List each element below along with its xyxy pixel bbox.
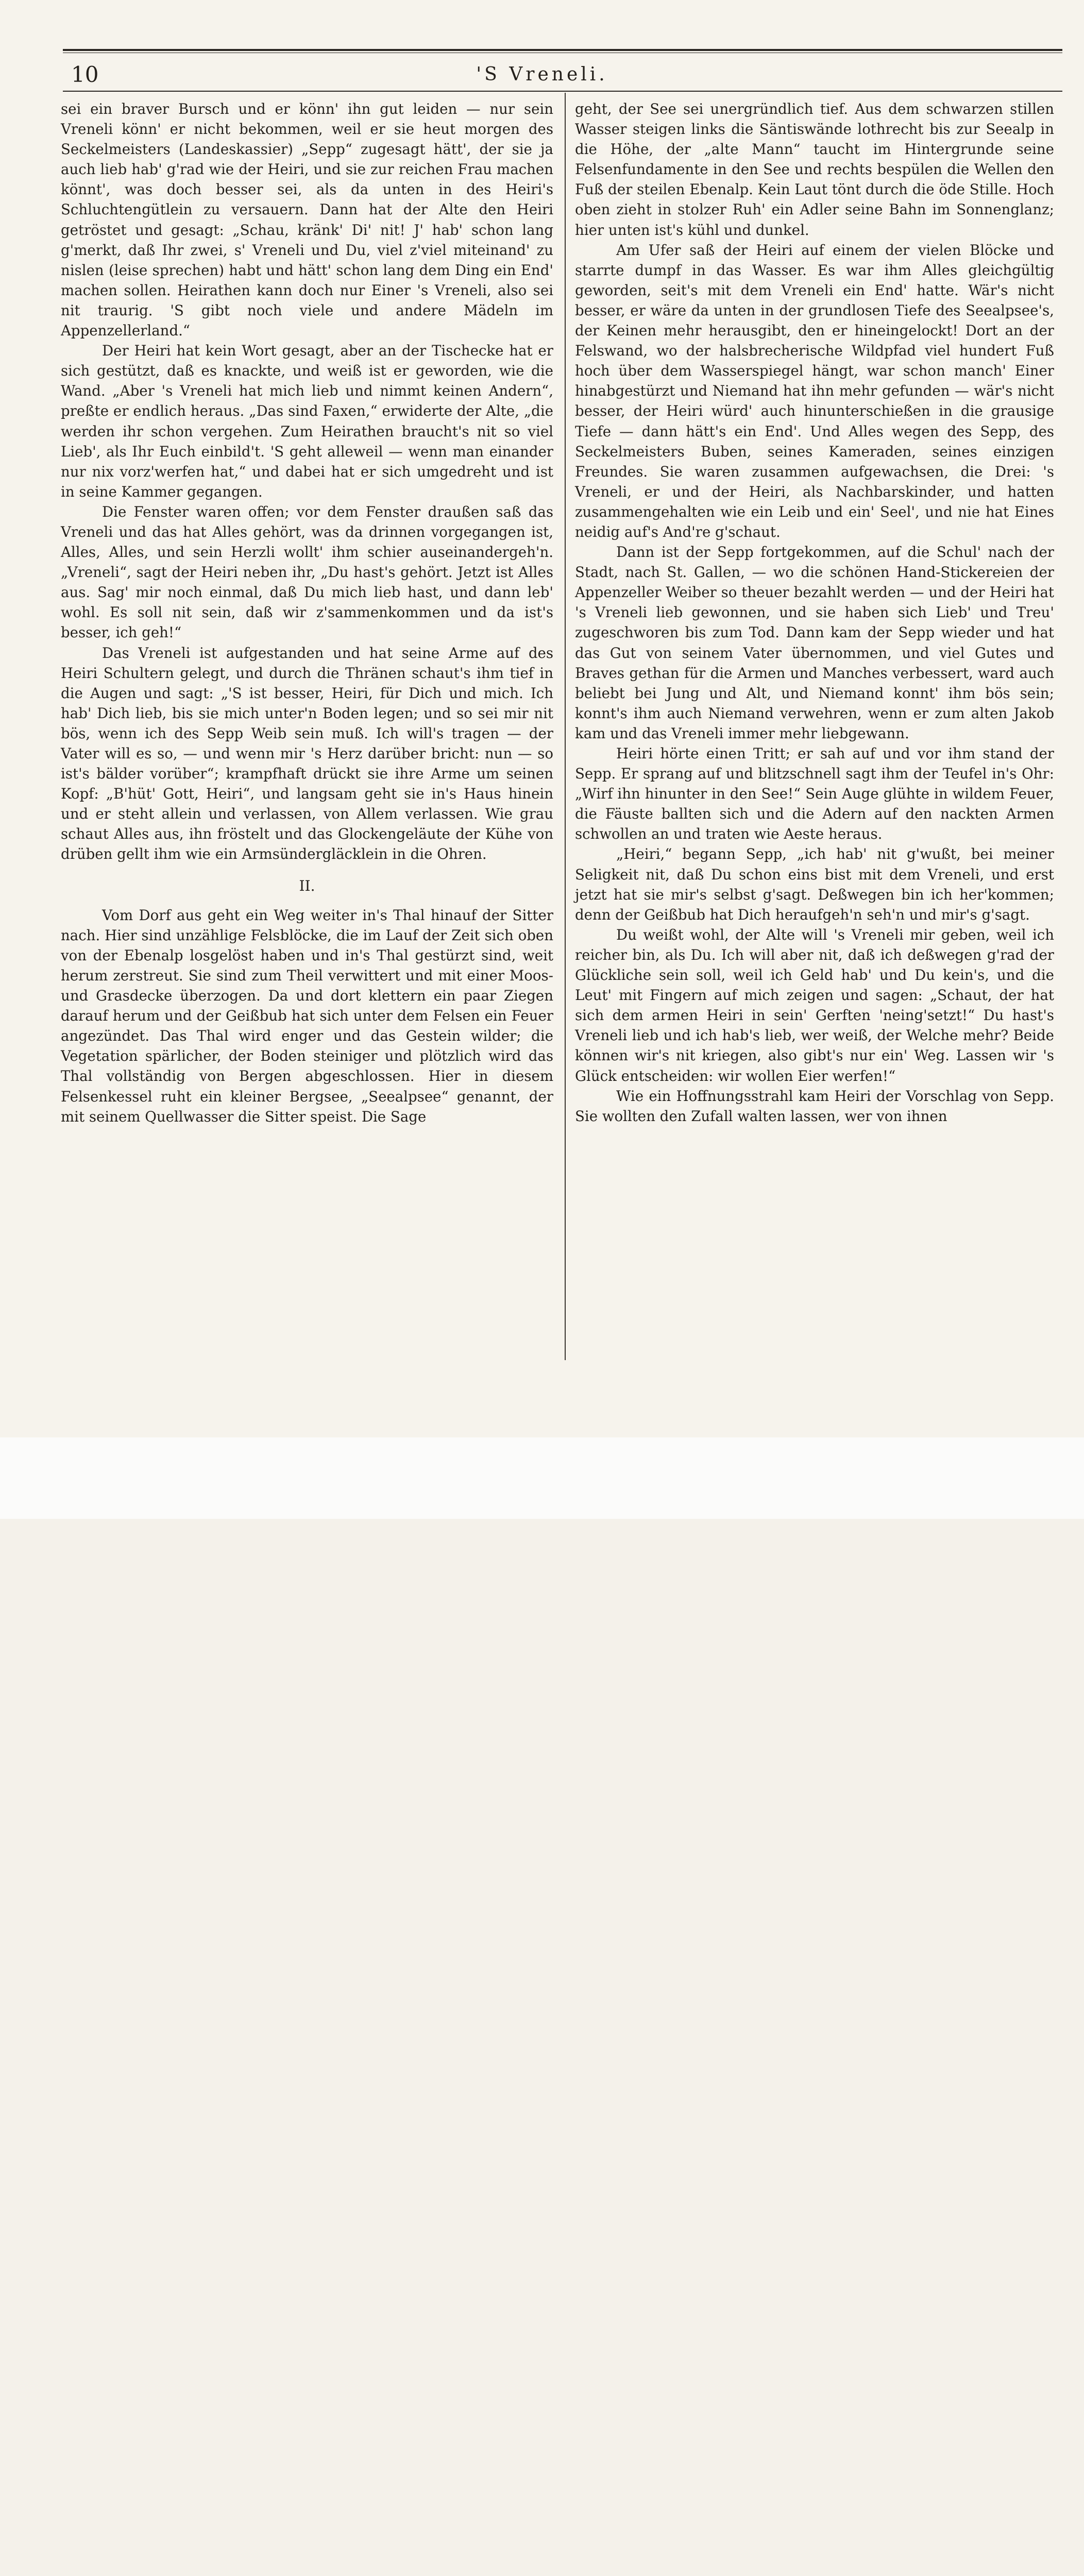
section-heading: II. <box>299 877 315 894</box>
header-rule <box>63 91 1062 92</box>
paragraph: Heiri hörte einen Tritt; er sah auf und vor ihm stand der Sepp. Er sprang auf und blitzschnell sagt ihm der Teufel in's Ohr: „Wirf ihn hinunter in den See!“ Sein Auge glühte in wildem Feuer, die Fäuste ballten sich und die Adern auf den nackten Armen schwollen an und traten wie Aeste heraus. <box>575 745 1054 843</box>
column-divider <box>565 93 566 1360</box>
viewer-footer <box>0 1437 1084 1519</box>
paragraph: Dann ist der Sepp fortgekommen, auf die Schul' nach der Stadt, nach St. Gallen, — wo die schönen Hand-Stickereien der Appenzeller Weiber so theuer bezahlt werden — und der Heiri hat 's Vreneli lieb gewonnen, und sie haben sich Lieb' und Treu' zugeschworen bis zum Tod. Dann kam der Sepp wieder und hat das Gut von seinem Vater übernommen, und viel Gutes und Braves gethan für die Armen und Manches verbessert, ward auch beliebt bei Jung und Alt, und Niemand konnt' ihm bös sein; konnt's ihm auch Niemand verwehren, wenn er zum alten Jakob kam und das Vreneli immer mehr liebgewann. <box>575 544 1054 742</box>
paragraph: sei ein braver Bursch und er könn' ihn gut leiden — nur sein Vreneli könn' er nicht bekommen, weil er sie heut morgen des Seckelmeisters (Landeskassier) „Sepp“ zugesagt hätt', der sie ja auch lieb hab' g'rad wie der Heiri, und sie zur reichen Frau machen könnt', was doch besser sei, als da unten in des Heiri's Schluchtengütlein zu versauern. Dann hat der Alte den Heiri getröstet und gesagt: „Schau, kränk' Di' nit! J' hab' schon lang g'merkt, daß Ihr zwei, s' Vreneli und Du, viel z'viel miteinand' zu nislen (leise sprechen) habt und hätt' schon lang dem Ding ein End' machen sollen. Heirathen kann doch nur Einer 's Vreneli, also sei nit traurig. 'S gibt noch viele und andere Mädeln im Appenzellerland.“ <box>61 100 553 340</box>
left-column <box>61 99 553 1127</box>
paragraph: Am Ufer saß der Heiri auf einem der vielen Blöcke und starrte dumpf in das Wasser. Es war ihm Alles gleichgültig geworden, seit's mit dem Vreneli ein End' hatte. Wär's nicht besser, er wäre da unten in der grundlosen Tiefe des Seealpsee's, der Keinen mehr herausgibt, den er hineingelockt! Dort an der Felswand, wo der halsbrecherische Wildpfad viel hundert Fuß hoch über dem Wasserspiegel hängt, war schon manch' Einer hinabgestürzt und Niemand hat ihn mehr gefunden — wär's nicht besser, der Heiri würd' auch hinunterschießen in die grausige Tiefe — dann hätt's ein End'. Und Alles wegen des Sepp, des Seckelmeisters Buben, seines Kameraden, seines einzigen Freundes. Sie waren zusammen aufgewachsen, die Drei: 's Vreneli, er und der Heiri, als Nachbarskinder, und hatten zusammengehalten wie ein Leib und ein' Seel', und nie hat Eines neidig auf's And're g'schaut. <box>575 241 1054 540</box>
paragraph: Du weißt wohl, der Alte will 's Vreneli mir geben, weil ich reicher bin, als Du. Ich will aber nit, daß ich deßwegen g'rad der Glückliche sein soll, weil ich Geld hab' und Du kein's, und die Leut' mit Fingern auf mich zeigen und sagen: „Schaut, der hat sich dem armen Heiri in sein' Gerften 'neing'setzt!“ Du hast's Vreneli lieb und ich hab's lieb, wer weiß, der Welche mehr? Beide können wir's nit kriegen, also gibt's nur ein' Weg. Lassen wir 's Glück entscheiden: wir wollen Eier werfen!“ <box>575 926 1054 1084</box>
paragraph: Die Fenster waren offen; vor dem Fenster draußen saß das Vreneli und das hat Alles gehört, was da drinnen vorgegangen ist, Alles, Alles, und sein Herzli wollt' ihm schier auseinandergeh'n. „Vreneli“, sagt der Heiri neben ihr, „Du hast's gehört. Jetzt ist Alles aus. Sag' mir noch einmal, daß Du mich lieb hast, und dann leb' wohl. Es soll nit sein, daß wir z'sammenkommen und da ist's besser, ich geh!“ <box>61 503 553 641</box>
paragraph: Der Heiri hat kein Wort gesagt, aber an der Tischecke hat er sich gestützt, daß es knackte, und weiß ist er geworden, wie die Wand. „Aber 's Vreneli hat mich lieb und nimmt keinen Andern“, preßte er endlich heraus. „Das sind Faxen,“ erwiderte der Alte, „die werden ihr schon vergehen. Zum Heirathen braucht's nit so viel Lieb', als Ihr Euch einbild't. 'S geht alleweil — wenn man einander nur nix vorz'werfen hat,“ und dabei hat er sich umgedreht und ist in seine Kammer gegangen. <box>61 342 553 500</box>
paragraph: Wie ein Hoffnungsstrahl kam Heiri der Vorschlag von Sepp. Sie wollten den Zufall walten lassen, wer von ihnen <box>575 1087 1054 1125</box>
paragraph: Das Vreneli ist aufgestanden und hat seine Arme auf des Heiri Schultern gelegt, und durch die Thränen schaut's ihm tief in die Augen und sagt: „'S ist besser, Heiri, für Dich und mich. Ich hab' Dich lieb, bis sie mich unter'n Boden legen; und so sei mir nit bös, wenn ich des Sepp Weib sein muß. Ich will's tragen — der Vater will es so, — und wenn mir 's Herz darüber bricht: nun — so ist's bälder vorüber“; krampfhaft drückt sie ihre Arme um seinen Kopf: „B'hüt' Gott, Heiri“, und langsam geht sie in's Haus hinein und er steht allein und verlassen, von Allem verlassen. Wie grau schaut Alles aus, ihn fröstelt und das Glockengeläute der Kühe von drüben gellt ihm wie ein Armsündergläcklein in die Ohren. <box>61 644 553 863</box>
top-rule <box>63 49 1062 51</box>
paragraph: Vom Dorf aus geht ein Weg weiter in's Thal hinauf der Sitter nach. Hier sind unzählige Felsblöcke, die im Lauf der Zeit sich oben von der Ebenalp losgelöst haben und in's Thal gestürzt sind, weit herum zerstreut. Sie sind zum Theil verwittert und mit einer Moos- und Grasdecke überzogen. Da und dort klettern ein paar Ziegen darauf herum und der Geißbub hat sich unter dem Felsen ein Feuer angezündet. Das Thal wird enger und das Gestein wilder; die Vegetation spärlicher, der Boden steiniger und plötzlich wird das Thal vollständig von Bergen abgeschlossen. Hier in diesem Felsenkessel ruht ein kleiner Bergsee, „Seealpsee“ genannt, der mit seinem Quellwasser die Sitter speist. Die Sage <box>61 906 553 1125</box>
paragraph: geht, der See sei unergründlich tief. Aus dem schwarzen stillen Wasser steigen links die Säntiswände lothrecht bis zur Seealp in die Höhe, der „alte Mann“ taucht im Hintergrunde seine Felsenfundamente in den See und rechts bespülen die Wellen den Fuß der steilen Ebenalp. Kein Laut tönt durch die öde Stille. Hoch oben zieht in stolzer Ruh' ein Adler seine Bahn im Sonnenglanz; hier unten ist's kühl und dunkel. <box>575 100 1054 239</box>
right-column <box>575 99 1054 1126</box>
running-title: 'S Vreneli. <box>476 64 608 85</box>
paragraph: „Heiri,“ begann Sepp, „ich hab' nit g'wußt, bei meiner Seligkeit nit, daß Du schon eins bist mit dem Vreneli, und erst jetzt hat sie mir's selbst g'sagt. Deßwegen bin ich her'kommen; denn der Geißbub hat Dich heraufgeh'n seh'n und mir's g'sagt. <box>575 845 1054 923</box>
page-number: 10 <box>71 62 99 87</box>
